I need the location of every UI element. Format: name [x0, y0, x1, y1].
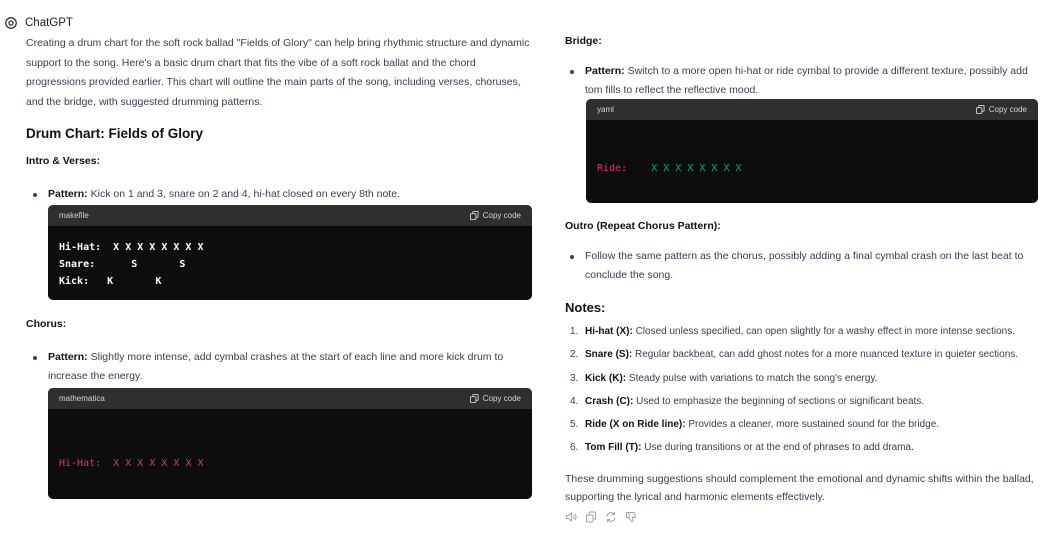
- copy-code-button[interactable]: [470, 394, 521, 403]
- item-number: 6.: [570, 442, 579, 454]
- code-block-mathematica: [48, 388, 532, 499]
- code-line: Kick: K K: [59, 276, 162, 287]
- list-item: [48, 185, 528, 204]
- pattern-text: Switch to a more open hi-hat or ride cymbal to provide a different texture, possibly add tom fills to reflect the reflective mood.: [585, 65, 1028, 96]
- bullet-dot: [570, 70, 574, 74]
- copy-code-label: Copy code: [482, 394, 521, 403]
- code-header: [48, 388, 532, 409]
- note-label: Hi-hat (X):: [585, 326, 633, 337]
- item-number: 5.: [570, 419, 579, 431]
- list-item: [48, 348, 532, 386]
- pattern-label: Pattern:: [48, 188, 88, 200]
- copy-icon: [976, 105, 985, 114]
- sender-name: ChatGPT: [25, 17, 73, 29]
- message-actions: [565, 510, 645, 522]
- bullet-dot: [33, 356, 37, 360]
- note-text: Use during transitions or at the end of phrases to add drama.: [644, 442, 914, 454]
- note-text: Used to emphasize the beginning of sections or significant beats.: [636, 395, 925, 407]
- message-sender: [4, 16, 73, 30]
- code-line-label: Ride:: [597, 163, 628, 174]
- code-content: [586, 120, 1038, 203]
- note-text: Closed unless specified, can open slightly for a washy effect in more intense sections.: [635, 326, 1016, 337]
- pattern-label: Pattern:: [48, 351, 88, 363]
- notes-heading: Notes:: [565, 300, 606, 315]
- code-line: [597, 161, 1027, 177]
- note-text: Provides a cleaner, more sustained sound for the bridge.: [688, 419, 940, 431]
- outro-text: Follow the same pattern as the chorus, possibly adding a final cymbal crash on the last beat to conclude the song.: [585, 250, 1024, 281]
- list-item: [570, 371, 1040, 394]
- note-text: Regular backbeat, can add ghost notes for a more nuanced texture in quieter sections.: [635, 349, 1019, 361]
- speaker-icon[interactable]: [565, 510, 577, 522]
- list-item: [570, 324, 1040, 347]
- code-line-beats: X X X X X X X X: [101, 458, 204, 469]
- note-label: Ride (X on Ride line):: [585, 419, 686, 431]
- code-language: yaml: [597, 105, 614, 114]
- chart-heading: Drum Chart: Fields of Glory: [26, 126, 204, 141]
- bullet-dot: [570, 255, 574, 259]
- chatgpt-logo-icon: [4, 16, 18, 30]
- code-content: [48, 226, 532, 290]
- note-label: Tom Fill (T):: [585, 442, 642, 454]
- code-language: mathematica: [59, 394, 105, 403]
- code-line-label: Hi-Hat:: [59, 458, 102, 469]
- copy-icon[interactable]: [585, 510, 597, 522]
- list-item: [585, 62, 1035, 100]
- item-number: 1.: [570, 326, 579, 337]
- list-item: [585, 247, 1030, 285]
- list-item: [570, 440, 1040, 463]
- list-item: [570, 394, 1040, 417]
- code-block-makefile: [48, 205, 532, 300]
- code-line-beats: X X X X X X X X: [627, 163, 742, 174]
- copy-code-label: Copy code: [482, 211, 521, 220]
- item-number: 4.: [570, 395, 579, 407]
- copy-code-button[interactable]: [470, 211, 521, 220]
- pattern-text: Slightly more intense, add cymbal crashes at the start of each line and more kick drum to increase the energy.: [48, 351, 504, 382]
- code-line: [59, 455, 521, 472]
- code-header: [48, 205, 532, 226]
- closing-paragraph: These drumming suggestions should complement the emotional and dynamic shifts within the ballad, supporting the lyrical and harmonic elements effectively.: [565, 473, 1034, 503]
- note-text: Steady pulse with variations to match the song's energy.: [628, 372, 878, 384]
- section-title-chorus: Chorus:: [26, 318, 67, 330]
- bullet-dot: [33, 193, 37, 197]
- note-label: Snare (S):: [585, 349, 633, 361]
- code-language: makefile: [59, 211, 89, 220]
- section-title-intro-verses: Intro & Verses:: [26, 155, 101, 167]
- pattern-text: Kick on 1 and 3, snare on 2 and 4, hi-hat closed on every 8th note.: [90, 188, 400, 200]
- section-title-outro: Outro (Repeat Chorus Pattern):: [565, 220, 721, 232]
- intro-paragraph: Creating a drum chart for the soft rock ballad "Fields of Glory" can help bring rhythmic structure and dynamic support to the song. Here's a basic drum chart that fits the vibe of a soft rock ballat and the chord progressions provided earlier. This chart will outline the main parts of the song, including verses, choruses, and the bridge, with suggested drumming patterns.: [26, 37, 530, 108]
- code-line: Snare: S S: [59, 259, 186, 270]
- copy-code-label: Copy code: [988, 105, 1027, 114]
- code-content: [48, 409, 532, 499]
- code-line: Hi-Hat: X X X X X X X X: [59, 242, 204, 253]
- copy-code-button[interactable]: [976, 105, 1027, 114]
- pattern-label: Pattern:: [585, 65, 625, 77]
- item-number: 2.: [570, 349, 579, 361]
- code-header: [586, 99, 1038, 120]
- item-number: 3.: [570, 372, 579, 384]
- notes-list: [570, 324, 1040, 464]
- code-block-yaml: [586, 99, 1038, 203]
- copy-icon: [470, 211, 479, 220]
- thumbs-down-icon[interactable]: [625, 510, 637, 522]
- section-title-bridge: Bridge:: [565, 35, 602, 47]
- copy-icon: [470, 394, 479, 403]
- note-label: Crash (C):: [585, 395, 634, 407]
- regenerate-icon[interactable]: [605, 510, 617, 522]
- note-label: Kick (K):: [585, 372, 627, 384]
- list-item: [570, 417, 1040, 440]
- list-item: [570, 347, 1040, 370]
